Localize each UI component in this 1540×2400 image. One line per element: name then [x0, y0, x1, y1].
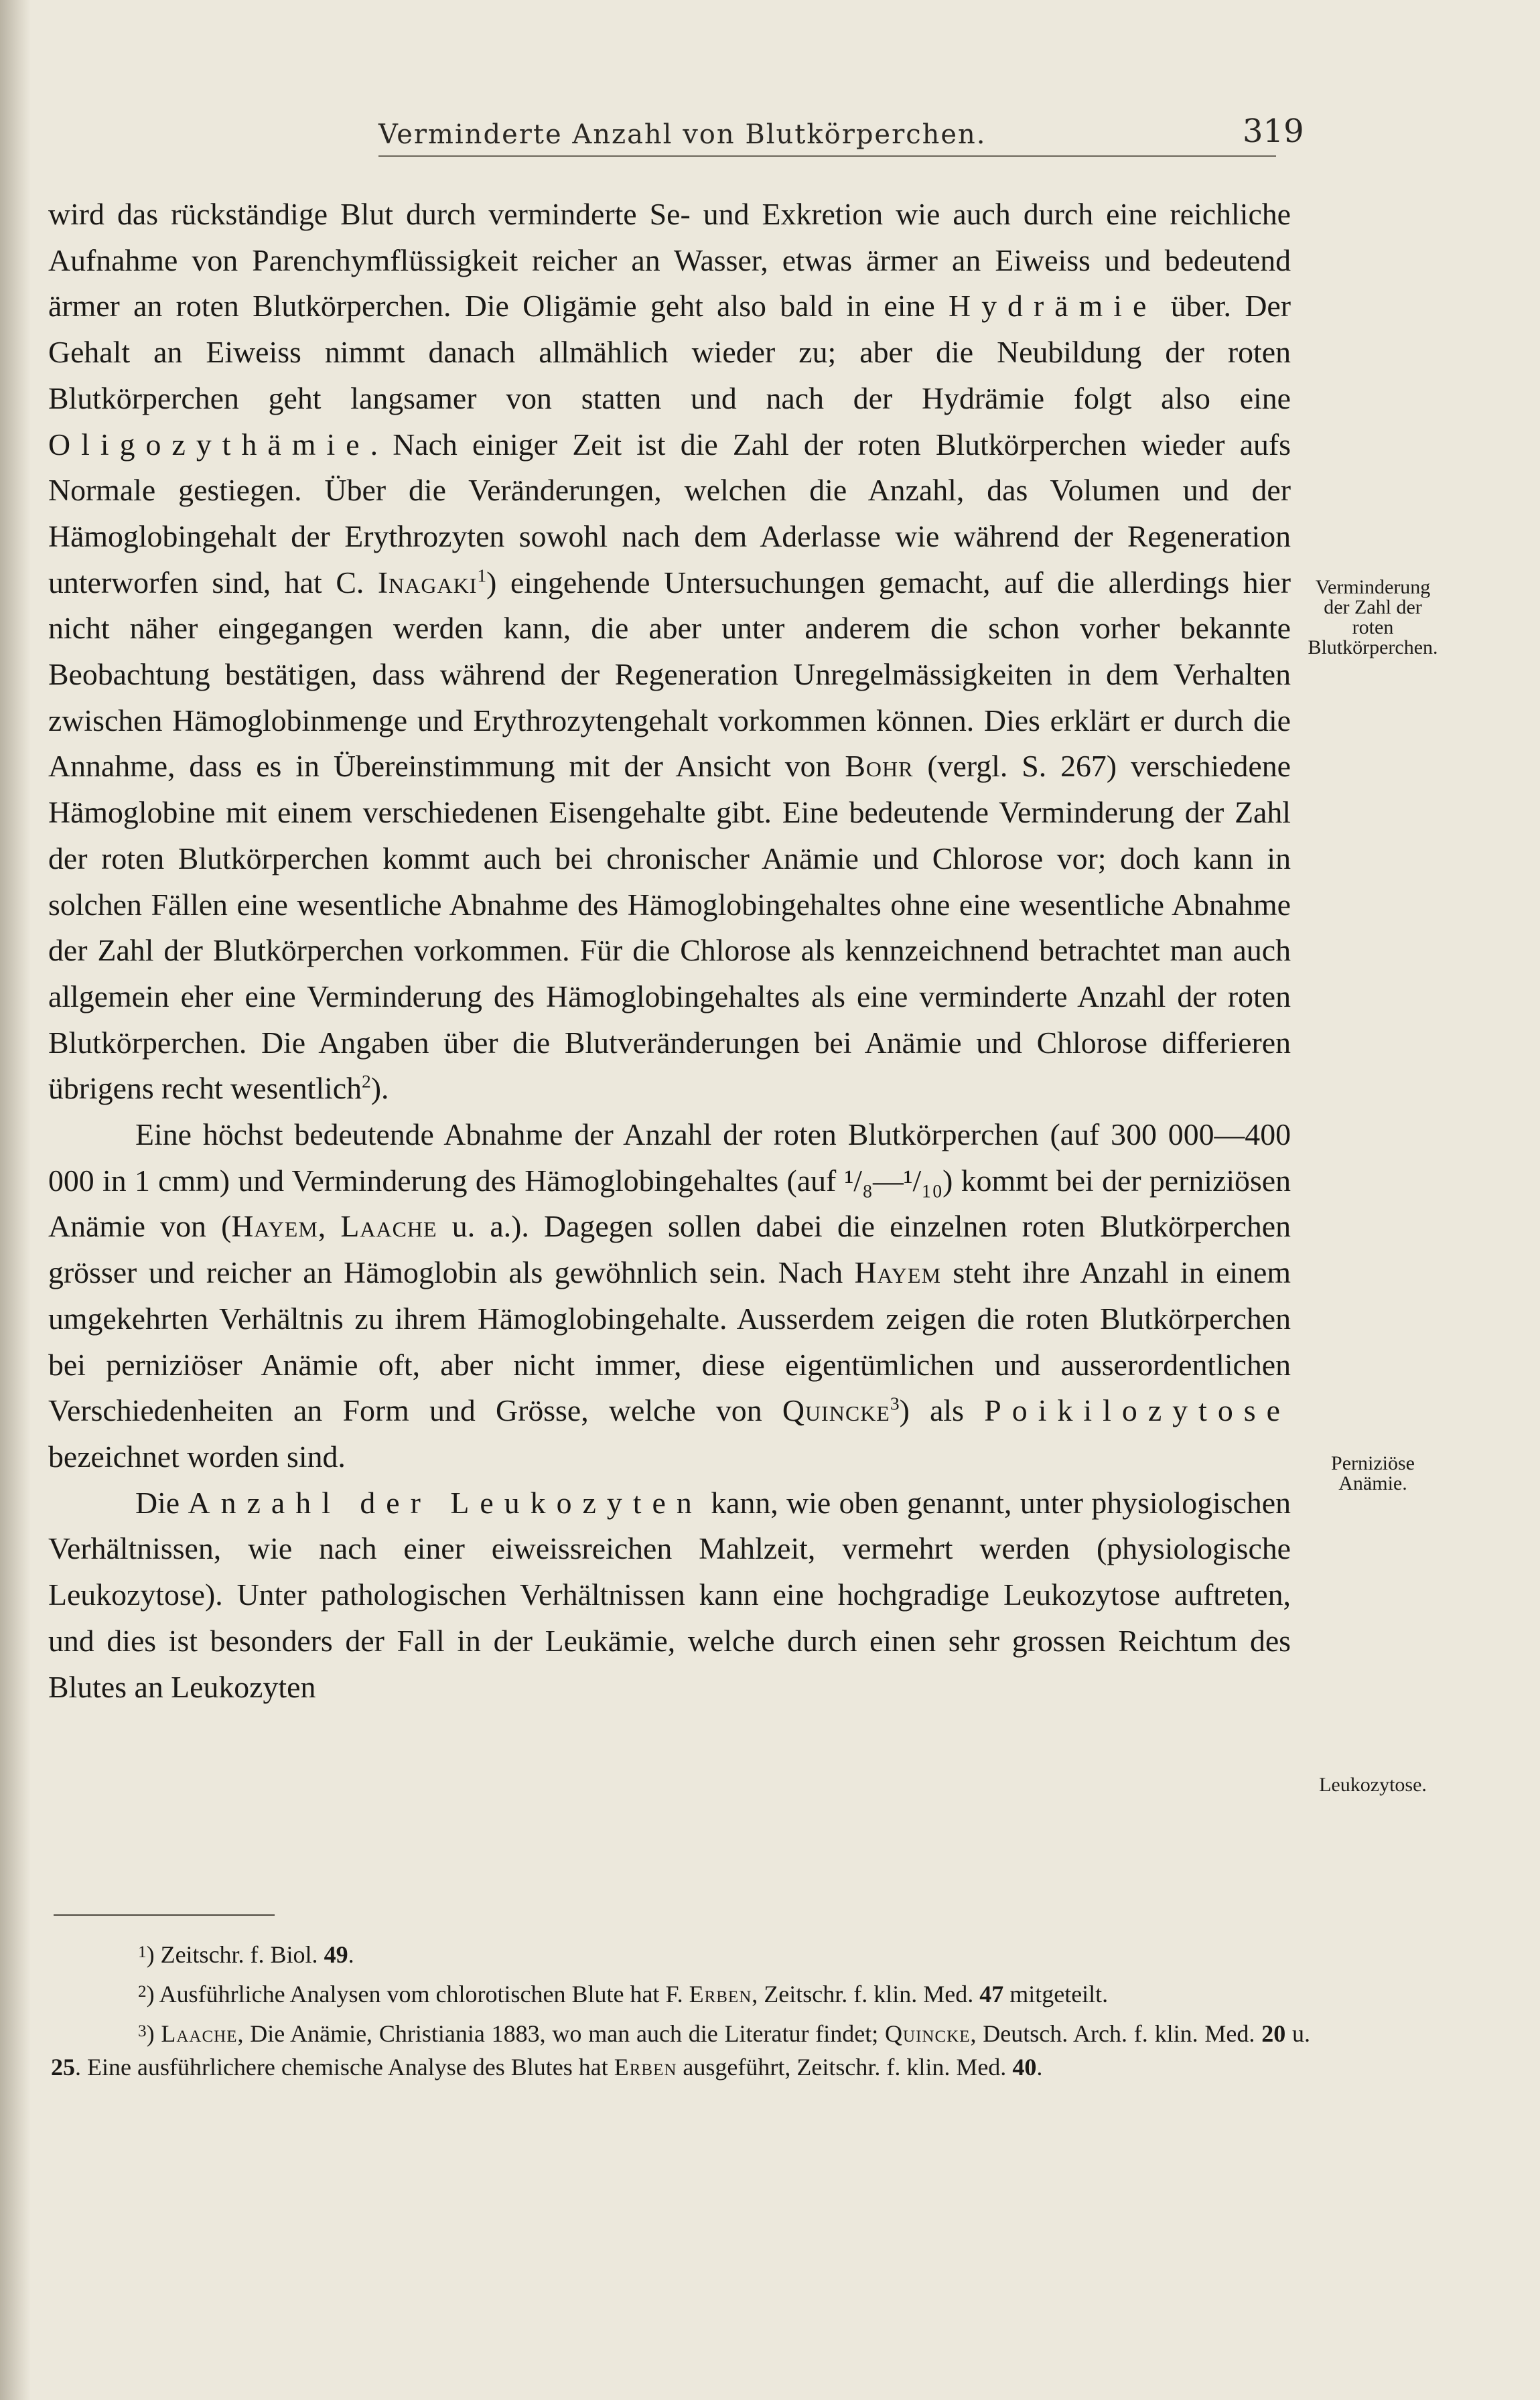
paragraph-1: wird das rückständige Blut durch verminderte Se- und Exkretion wie auch durch eine reichliche Aufnahme von Parenchymflüssigkeit reicher an Wasser, etwas ärmer an Eiweiss und bedeutend ärmer an roten Blutkörperchen. Die Oligämie geht also bald in eine Hydrämie über. Der Gehalt an Eiweiss nimmt danach allmählich wieder zu; aber die Neubildung der roten Blutkörperchen geht langsamer von statten und nach der Hydrämie folgt also eine Oligozythämie. Nach einiger Zeit ist die Zahl der roten Blutkörperchen wieder aufs Normale gestiegen. Über die Veränderungen, welchen die Anzahl, das Volumen und der Hämoglobingehalt der Erythrozyten sowohl nach dem Aderlasse wie während der Regeneration unterworfen sind, hat C. Inagaki$^1$) eingehende Untersuchungen gemacht, auf die allerdings hier nicht näher eingegangen werden kann, die aber unter anderem die schon vorher bekannte Beobachtung bestätigen, dass während der Regeneration Unregelmässigkeiten in dem Verhalten zwischen Hämoglobinmenge und Erythrozytengehalt vorkommen können. Dies erklärt er durch die Annahme, dass es in Übereinstimmung mit der Ansicht von Bohr (vergl. S. 267) verschiedene Hämoglobine mit einem verschiedenen Eisengehalte gibt. Eine bedeutende Verminderung der Zahl der roten Blutkörperchen kommt auch bei chronischer Anämie und Chlorose vor; doch kann in solchen Fällen eine wesentliche Abnahme des Hämoglobingehaltes ohne eine wesentliche Abnahme der Zahl der Blutkörperchen vorkommen. Für die Chlorose als kennzeichnend betrachtet man auch allgemein eher eine Verminderung des Hämoglobingehaltes als eine verminderte Anzahl der roten Blutkörperchen. Die Angaben über die Blutveränderungen bei Anämie und Chlorose differieren übrigens recht wesentlich$^2$).	[48, 197, 1291, 1106]
author-hayem-2: Hayem	[854, 1255, 941, 1290]
footnote-2: $^2$) Ausführliche Analysen vom chlorotischen Blute hat F. Erben, Zeitschr. f. klin. Med. 47 mitgeteilt.	[138, 1981, 1109, 2007]
term-hydraemie: Hydrämie	[949, 289, 1158, 324]
footnote-3: $^3$) Laache, Die Anämie, Christiania 1883, wo man auch die Literatur findet; Quincke, Deutsch. Arch. f. klin. Med. 20 u. 25. Eine ausführlichere chemische Analyse des Blutes hat Erben ausgeführt, Zeitschr. f. klin. Med. 40.	[51, 2020, 1310, 2080]
footnote-ref-2[interactable]: 2	[362, 1072, 371, 1092]
footnote-ref-1[interactable]: 1	[477, 565, 487, 586]
main-text	[48, 192, 1291, 1710]
book-spine-shadow	[0, 0, 31, 2400]
header-rule	[378, 155, 1276, 157]
page-number: 319	[1243, 113, 1304, 150]
footnote-ref-3[interactable]: 3	[890, 1394, 900, 1415]
margin-note-verminderung: Verminderung der Zahl der roten Blutkörperchen.	[1308, 576, 1438, 658]
author-hayem: Hayem	[231, 1209, 318, 1244]
footnote-1: $^1$) Zeitschr. f. Biol. 49.	[138, 1941, 354, 1968]
footnote-rule	[54, 1914, 275, 1916]
paragraph-2: Eine höchst bedeutende Abnahme der Anzahl der roten Blutkörperchen (auf 300 000—400 000 in 1 cmm) und Verminderung des Hämoglobingehaltes (auf ¹/₈—¹/₁₀) kommt bei der perniziösen Anämie von (Hayem, Laache u. a.). Dagegen sollen dabei die einzelnen roten Blutkörperchen grösser und reicher an Hämoglobin als gewöhnlich sein. Nach Hayem steht ihre Anzahl in einem umgekehrten Verhältnis zu ihrem Hämoglobingehalte. Ausserdem zeigen die roten Blutkörperchen bei perniziöser Anämie oft, aber nicht immer, diese eigentümlichen und ausserordentlichen Verschiedenheiten an Form und Grösse, welche von Quincke$^3$) als Poikilozytose bezeichnet worden sind.	[48, 1117, 1291, 1474]
margin-note-perniziose-anaemie: Perniziöse Anämie.	[1331, 1452, 1415, 1494]
margin-note-leukozytose: Leukozytose.	[1319, 1774, 1427, 1796]
page-header	[0, 113, 1540, 153]
paragraph-3: Die Anzahl der Leukozyten kann, wie oben genannt, unter physiologischen Verhältnissen, wie nach einer eiweissreichen Mahlzeit, vermehrt werden (physiologische Leukozytose). Unter pathologischen Verhältnissen kann eine hochgradige Leukozytose auftreten, und dies ist besonders der Fall in der Leukämie, welche durch einen sehr grossen Reichtum des Blutes an Leukozyten	[48, 1485, 1291, 1704]
author-quincke: Quincke	[782, 1393, 890, 1428]
term-poikilozytose: Poikilozytose	[984, 1393, 1291, 1428]
term-anzahl-leukozyten: Anzahl der Leukozyten	[188, 1485, 703, 1520]
term-oligozythaemie: Oligozythämie	[48, 427, 370, 462]
running-title: Verminderte Anzahl von Blutkörperchen.	[378, 119, 987, 150]
author-inagaki: Inagaki	[377, 565, 478, 599]
author-laache: Laache	[340, 1209, 437, 1244]
author-bohr: Bohr	[845, 749, 914, 784]
footnotes	[51, 1936, 1310, 2088]
